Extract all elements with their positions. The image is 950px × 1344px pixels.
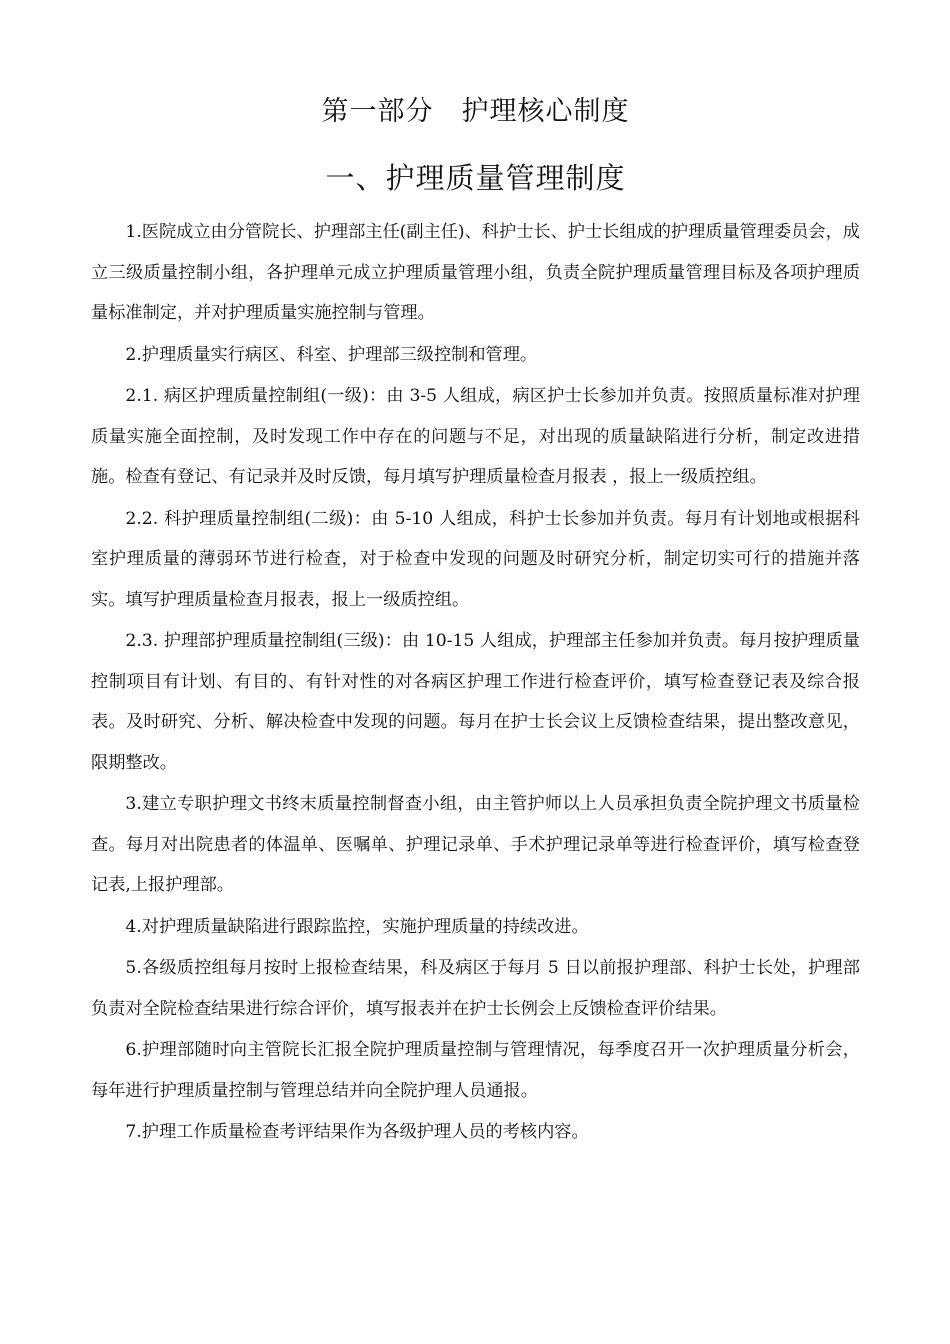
paragraph-2: 2.护理质量实行病区、科室、护理部三级控制和管理。 <box>125 344 538 365</box>
paragraph-4: 4.对护理质量缺陷进行跟踪监控，实施护理质量的持续改进。 <box>125 916 589 937</box>
paragraph-2-1: 2.1. 病区护理质量控制组(一级)：由 3-5 人组成，病区护士长参加并负责。按照质量标准对护理质量实施全面控制，及时发现工作中存在的问题与不足，对出现的质量缺陷进行分析，制定改进措施。检查有登记、有记录并及时反馈，每月填写护理质量检查月报表 ，报上一级质控组。 <box>91 386 860 487</box>
paragraph-2-2: 2.2. 科护理质量控制组(二级)：由 5-10 人组成，科护士长参加并负责。每月有计划地或根据科室护理质量的薄弱环节进行检查，对于检查中发现的问题及时研究分析，制定切实可行的措施并落实。填写护理质量检查月报表，报上一级质控组。 <box>91 508 860 610</box>
part-title: 第一部分 护理核心制度 <box>321 96 630 127</box>
paragraph-1: 1.医院成立由分管院长、护理部主任(副主任)、科护士长、护士长组成的护理质量管理委员会，成立三级质量控制小组，各护理单元成立护理质量管理小组，负责全院护理质量管理目标及各项护理质量标准制定，并对护理质量实施控制与管理。 <box>91 222 860 323</box>
paragraph-5: 5.各级质控组每月按时上报检查结果，科及病区于每月 5 日以前报护理部、科护士长处，护理部负责对全院检查结果进行综合评价，填写报表并在护士长例会上反馈检查评价结果。 <box>91 958 860 1019</box>
paragraph-7: 7.护理工作质量检查考评结果作为各级护理人员的考核内容。 <box>125 1122 589 1142</box>
section-title: 一、护理质量管理制度 <box>325 161 626 195</box>
paragraph-6: 6.护理部随时向主管院长汇报全院护理质量控制与管理情况，每季度召开一次护理质量分析会，每年进行护理质量控制与管理总结并向全院护理人员通报。 <box>91 1040 860 1101</box>
paragraph-3: 3.建立专职护理文书终末质量控制督查小组，由主管护师以上人员承担负责全院护理文书质量检查。每月对出院患者的体温单、医嘱单、护理记录单、手术护理记录单等进行检查评价，填写检查登记表,上报护理部。 <box>91 794 860 895</box>
paragraph-2-3: 2.3. 护理部护理质量控制组(三级)：由 10-15 人组成，护理部主任参加并负责。每月按护理质量控制项目有计划、有目的、有针对性的对各病区护理工作进行检查评价，填写检查登记表及综合报表。及时研究、分析、解决检查中发现的问题。每月在护士长会议上反馈检查结果，提出整改意见，限期整改。 <box>91 631 860 773</box>
